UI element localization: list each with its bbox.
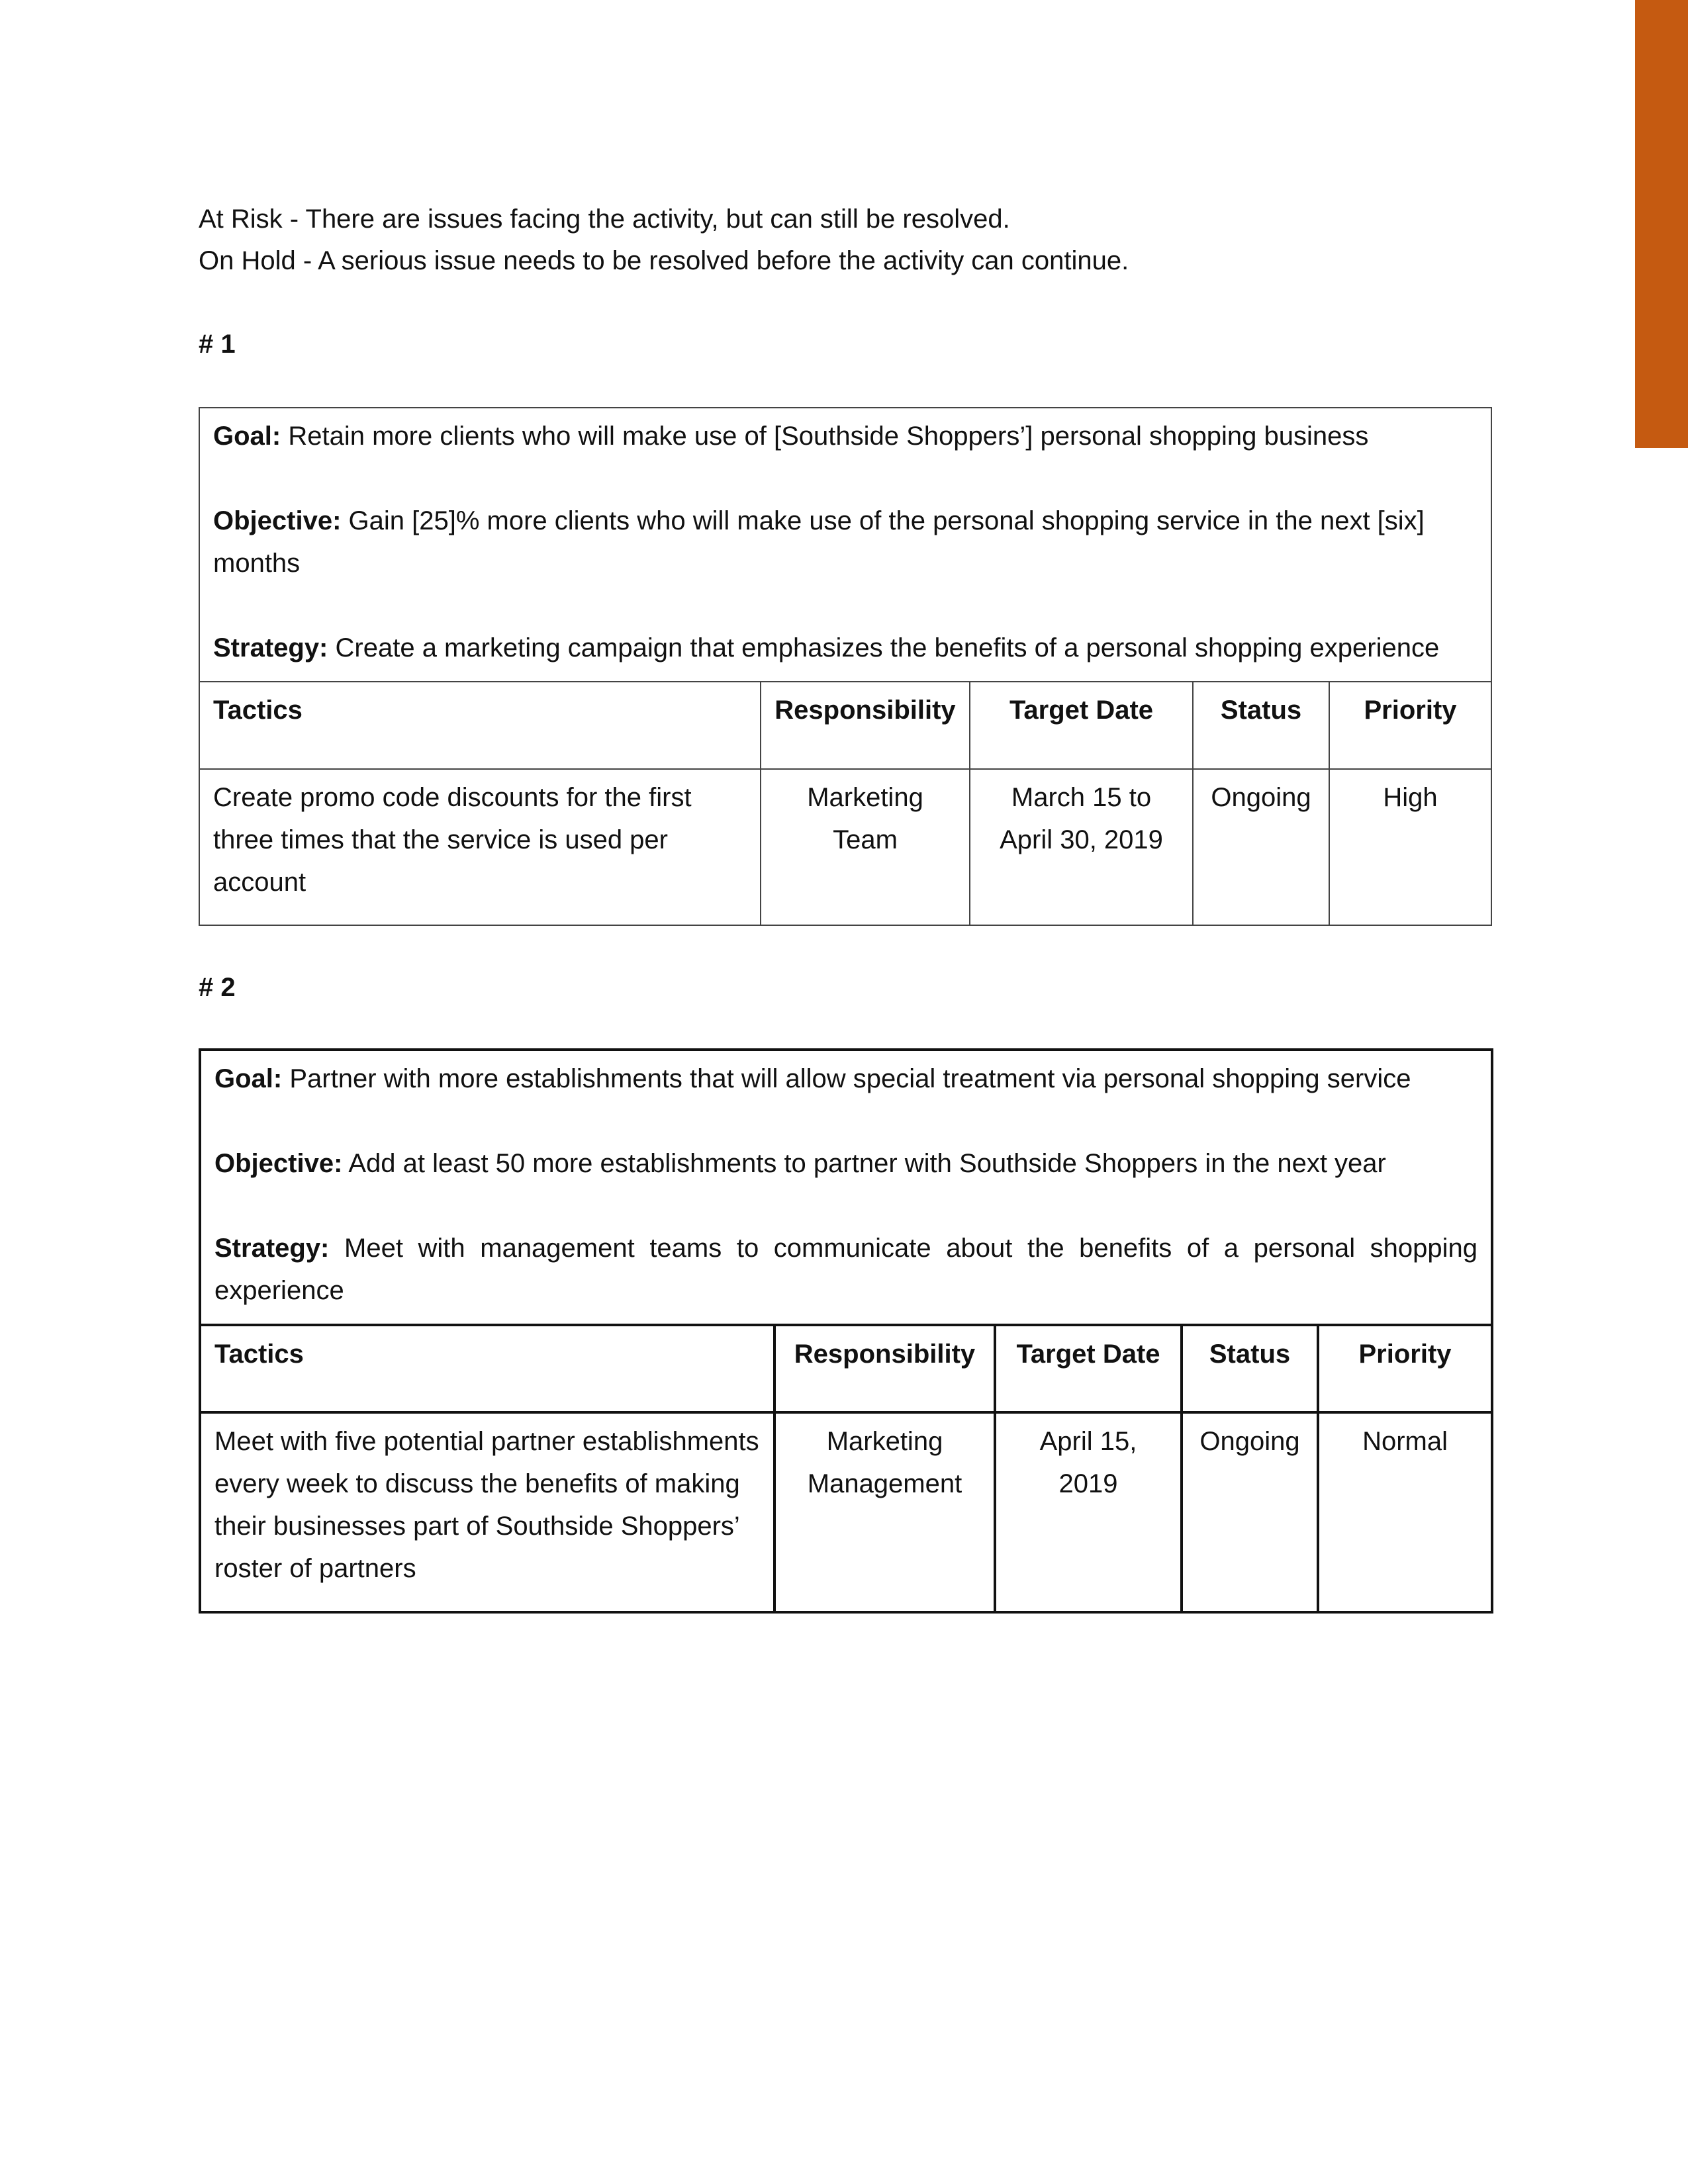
status-cell: Ongoing [1182,1412,1318,1612]
target-date-cell: March 15 to April 30, 2019 [970,769,1193,925]
goal-text: Partner with more establishments that will allow special treatment via personal shopping service [289,1064,1411,1093]
table-row [200,1412,1492,1612]
priority-cell: Normal [1318,1412,1492,1612]
plan-table-2 [199,1048,1493,1614]
column-header-target-date: Target Date [970,682,1193,769]
goal-text: Retain more clients who will make use of [Southside Shoppers’] personal shopping business [288,422,1369,451]
column-header-responsibility: Responsibility [761,682,970,769]
column-header-status: Status [1182,1325,1318,1412]
status-definition-on-hold: On Hold - A serious issue needs to be resolved before the activity can continue. [199,246,1129,275]
objective-paragraph [213,500,1477,584]
objective-text: Gain [25]% more clients who will make use of the personal shopping service in the next [six] months [213,506,1425,578]
objective-label: Objective: [213,506,342,535]
table-row [199,769,1491,925]
target-date-cell: April 15, 2019 [995,1412,1182,1612]
objective-paragraph [214,1142,1477,1185]
column-header-priority: Priority [1318,1325,1492,1412]
column-header-tactics: Tactics [199,682,761,769]
tactic-cell: Create promo code discounts for the first three times that the service is used per account [199,769,761,925]
column-header-status: Status [1193,682,1329,769]
goal-paragraph [214,1058,1477,1100]
objective-label: Objective: [214,1149,343,1178]
status-cell: Ongoing [1193,769,1329,925]
plan-summary-cell [199,408,1491,682]
status-definition-at-risk: At Risk - There are issues facing the activity, but can still be resolved. [199,205,1010,234]
strategy-text: Meet with management teams to communicate about the benefits of a personal shopping experience [214,1234,1478,1305]
section-heading-1: # 1 [199,330,236,359]
accent-bar [1635,0,1688,448]
responsibility-cell: Marketing Management [774,1412,995,1612]
goal-paragraph [213,415,1477,457]
page-content [199,199,1491,1614]
section-heading-2: # 2 [199,973,236,1002]
plan-table-1 [199,407,1492,926]
strategy-paragraph [213,627,1477,669]
responsibility-cell: Marketing Team [761,769,970,925]
strategy-label: Strategy: [213,633,328,662]
column-header-target-date: Target Date [995,1325,1182,1412]
goal-label: Goal: [213,422,281,451]
tactic-cell: Meet with five potential partner establishments every week to discuss the benefits of making their businesses part of Southside Shoppers’ roster of partners [200,1412,774,1612]
plan-summary-row [199,408,1491,682]
plan-summary-row [200,1050,1492,1325]
table-header-row [200,1325,1492,1412]
strategy-paragraph [214,1227,1477,1312]
column-header-priority: Priority [1329,682,1491,769]
priority-cell: High [1329,769,1491,925]
objective-text: Add at least 50 more establishments to partner with Southside Shoppers in the next year [348,1149,1386,1178]
strategy-label: Strategy: [214,1234,330,1263]
table-header-row [199,682,1491,769]
column-header-responsibility: Responsibility [774,1325,995,1412]
plan-summary-cell [200,1050,1492,1325]
column-header-tactics: Tactics [200,1325,774,1412]
strategy-text: Create a marketing campaign that emphasizes the benefits of a personal shopping experience [335,633,1440,662]
goal-label: Goal: [214,1064,283,1093]
